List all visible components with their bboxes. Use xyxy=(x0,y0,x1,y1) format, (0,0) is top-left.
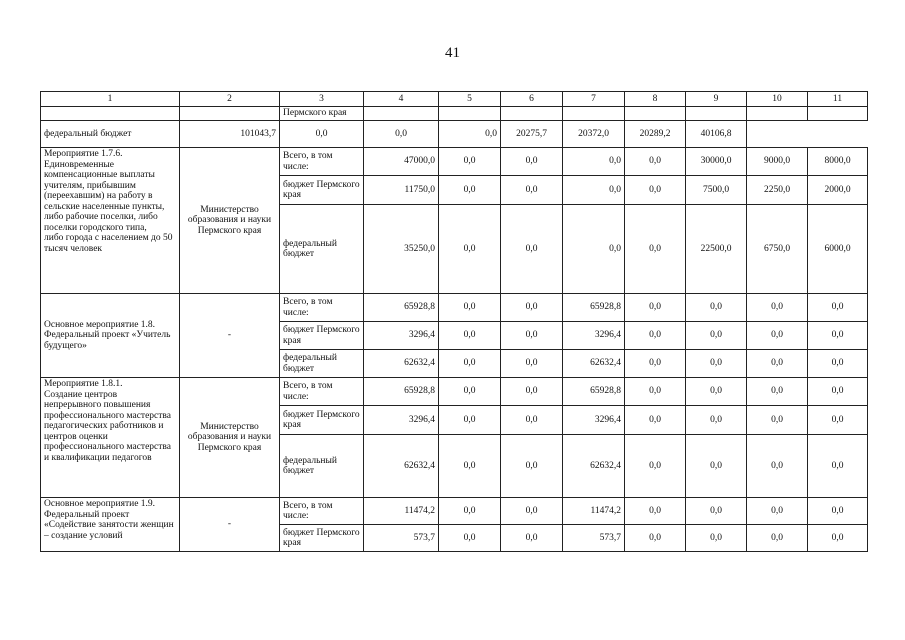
amount-cell: 0,0 xyxy=(439,176,501,205)
amount-cell xyxy=(563,107,625,121)
amount-cell: 9000,0 xyxy=(747,148,808,176)
funding-source-cell: бюджет Пермского края xyxy=(280,406,364,435)
amount-cell: 0,0 xyxy=(439,350,501,378)
amount-cell: 0,0 xyxy=(439,121,501,148)
amount-cell: 0,0 xyxy=(747,322,808,350)
funding-source-cell: федеральный бюджет xyxy=(280,205,364,294)
amount-cell: 0,0 xyxy=(501,435,563,498)
amount-cell: 0,0 xyxy=(501,148,563,176)
amount-cell: 0,0 xyxy=(439,498,501,525)
responsible-executor-cell: - xyxy=(180,498,280,552)
funding-source-cell: федеральный бюджет xyxy=(41,121,180,148)
amount-cell: 6750,0 xyxy=(747,205,808,294)
amount-cell: 0,0 xyxy=(808,406,868,435)
amount-cell: 0,0 xyxy=(747,294,808,322)
amount-cell: 0,0 xyxy=(625,176,686,205)
amount-cell: 11474,2 xyxy=(563,498,625,525)
amount-cell: 0,0 xyxy=(625,294,686,322)
amount-cell: 0,0 xyxy=(625,406,686,435)
amount-cell: 40106,8 xyxy=(686,121,747,148)
amount-cell: 0,0 xyxy=(439,378,501,406)
amount-cell xyxy=(501,107,563,121)
activity-name-cell: Основное мероприятие 1.9. Федеральный проект «Содействие занятости женщин – создание условий xyxy=(41,498,180,552)
amount-cell: 0,0 xyxy=(625,205,686,294)
amount-cell: 0,0 xyxy=(625,525,686,552)
amount-cell: 0,0 xyxy=(686,525,747,552)
funding-source-cell: Пермского края xyxy=(280,107,364,121)
amount-cell: 0,0 xyxy=(439,294,501,322)
activity-name-cell: Мероприятие 1.7.6. Единовременные компенсационные выплаты учителям, прибывшим (переехавшим) на работу в сельские населенные пункты, либо рабочие поселки, либо поселки городского типа, либо города с населением до 50 тысяч человек xyxy=(41,148,180,294)
funding-source-cell: Всего, в том числе: xyxy=(280,294,364,322)
amount-cell: 0,0 xyxy=(501,498,563,525)
amount-cell: 0,0 xyxy=(501,176,563,205)
amount-cell: 0,0 xyxy=(501,525,563,552)
column-header: 1 xyxy=(41,92,180,107)
amount-cell: 11750,0 xyxy=(364,176,439,205)
responsible-executor-cell: - xyxy=(180,294,280,378)
amount-cell: 0,0 xyxy=(686,294,747,322)
amount-cell: 0,0 xyxy=(501,205,563,294)
funding-source-cell: Всего, в том числе: xyxy=(280,148,364,176)
funding-source-cell: Всего, в том числе: xyxy=(280,498,364,525)
amount-cell: 0,0 xyxy=(439,205,501,294)
amount-cell: 11474,2 xyxy=(364,498,439,525)
activity-name-cell: Основное мероприятие 1.8. Федеральный проект «Учитель будущего» xyxy=(41,294,180,378)
amount-cell: 0,0 xyxy=(625,378,686,406)
funding-source-cell: бюджет Пермского края xyxy=(280,525,364,552)
amount-cell: 3296,4 xyxy=(563,322,625,350)
amount-cell: 0,0 xyxy=(686,406,747,435)
amount-cell: 0,0 xyxy=(439,525,501,552)
amount-cell: 0,0 xyxy=(747,378,808,406)
amount-cell: 0,0 xyxy=(439,406,501,435)
amount-cell: 0,0 xyxy=(808,350,868,378)
amount-cell: 20289,2 xyxy=(625,121,686,148)
amount-cell: 0,0 xyxy=(439,148,501,176)
amount-cell: 0,0 xyxy=(747,435,808,498)
amount-cell: 62632,4 xyxy=(563,435,625,498)
amount-cell: 20372,0 xyxy=(563,121,625,148)
responsible-executor-cell: Министерство образования и науки Пермского края xyxy=(180,378,280,498)
budget-table xyxy=(40,91,868,552)
amount-cell: 65928,8 xyxy=(364,378,439,406)
amount-cell: 0,0 xyxy=(439,435,501,498)
amount-cell: 0,0 xyxy=(563,176,625,205)
amount-cell: 573,7 xyxy=(563,525,625,552)
amount-cell: 3296,4 xyxy=(563,406,625,435)
column-header: 3 xyxy=(280,92,364,107)
amount-cell: 2000,0 xyxy=(808,176,868,205)
column-header: 8 xyxy=(625,92,686,107)
amount-cell: 0,0 xyxy=(625,350,686,378)
column-header: 11 xyxy=(808,92,868,107)
column-header: 7 xyxy=(563,92,625,107)
amount-cell xyxy=(364,107,439,121)
amount-cell: 0,0 xyxy=(280,121,364,148)
funding-source-cell: Всего, в том числе: xyxy=(280,378,364,406)
amount-cell: 62632,4 xyxy=(364,350,439,378)
amount-cell xyxy=(439,107,501,121)
header-row xyxy=(41,92,868,107)
amount-cell: 0,0 xyxy=(747,498,808,525)
amount-cell: 3296,4 xyxy=(364,322,439,350)
column-header: 5 xyxy=(439,92,501,107)
amount-cell: 8000,0 xyxy=(808,148,868,176)
amount-cell: 0,0 xyxy=(364,121,439,148)
amount-cell: 0,0 xyxy=(747,350,808,378)
amount-cell xyxy=(625,107,686,121)
table-row xyxy=(41,498,868,525)
table-row xyxy=(41,294,868,322)
amount-cell: 0,0 xyxy=(625,435,686,498)
amount-cell: 0,0 xyxy=(808,294,868,322)
amount-cell: 0,0 xyxy=(501,378,563,406)
amount-cell: 22500,0 xyxy=(686,205,747,294)
amount-cell: 35250,0 xyxy=(364,205,439,294)
funding-source-cell: федеральный бюджет xyxy=(280,435,364,498)
amount-cell: 0,0 xyxy=(808,525,868,552)
table-row xyxy=(41,148,868,176)
amount-cell: 0,0 xyxy=(808,435,868,498)
amount-cell: 0,0 xyxy=(625,322,686,350)
table-row xyxy=(41,378,868,406)
responsible-executor-cell xyxy=(180,107,280,121)
amount-cell: 20275,7 xyxy=(501,121,563,148)
column-header: 6 xyxy=(501,92,563,107)
amount-cell: 0,0 xyxy=(808,378,868,406)
amount-cell: 573,7 xyxy=(364,525,439,552)
funding-source-cell: бюджет Пермского края xyxy=(280,322,364,350)
column-header: 4 xyxy=(364,92,439,107)
column-header: 10 xyxy=(747,92,808,107)
responsible-executor-cell: Министерство образования и науки Пермского края xyxy=(180,148,280,294)
activity-name-cell: Мероприятие 1.8.1. Создание центров непрерывного повышения профессионального мастерства педагогических работников и центров оценки профессионального мастерства и квалификации педагогов xyxy=(41,378,180,498)
amount-cell: 65928,8 xyxy=(563,378,625,406)
amount-cell: 6000,0 xyxy=(808,205,868,294)
column-header: 2 xyxy=(180,92,280,107)
activity-name-cell xyxy=(41,107,180,121)
amount-cell: 0,0 xyxy=(563,205,625,294)
amount-cell: 65928,8 xyxy=(364,294,439,322)
amount-cell: 0,0 xyxy=(501,294,563,322)
table-row xyxy=(41,107,868,121)
amount-cell: 0,0 xyxy=(686,498,747,525)
amount-cell: 0,0 xyxy=(747,525,808,552)
funding-source-cell: федеральный бюджет xyxy=(280,350,364,378)
amount-cell: 62632,4 xyxy=(364,435,439,498)
amount-cell: 0,0 xyxy=(501,322,563,350)
amount-cell: 0,0 xyxy=(747,406,808,435)
amount-cell: 0,0 xyxy=(686,435,747,498)
amount-cell: 47000,0 xyxy=(364,148,439,176)
amount-cell: 0,0 xyxy=(686,322,747,350)
column-header: 9 xyxy=(686,92,747,107)
amount-cell: 3296,4 xyxy=(364,406,439,435)
budget-table-container xyxy=(40,91,868,552)
amount-cell: 65928,8 xyxy=(563,294,625,322)
amount-cell: 62632,4 xyxy=(563,350,625,378)
amount-cell: 0,0 xyxy=(686,378,747,406)
page-number: 41 xyxy=(445,45,460,61)
table-row xyxy=(41,121,868,148)
amount-cell: 0,0 xyxy=(439,322,501,350)
amount-cell: 0,0 xyxy=(625,148,686,176)
amount-cell: 0,0 xyxy=(563,148,625,176)
amount-cell xyxy=(686,107,747,121)
amount-cell: 0,0 xyxy=(808,498,868,525)
amount-cell: 0,0 xyxy=(808,322,868,350)
amount-cell: 0,0 xyxy=(501,350,563,378)
amount-cell: 7500,0 xyxy=(686,176,747,205)
amount-cell: 101043,7 xyxy=(180,121,280,148)
amount-cell xyxy=(747,107,808,121)
amount-cell: 0,0 xyxy=(501,406,563,435)
amount-cell xyxy=(808,107,868,121)
amount-cell: 0,0 xyxy=(686,350,747,378)
amount-cell: 0,0 xyxy=(625,498,686,525)
amount-cell: 30000,0 xyxy=(686,148,747,176)
amount-cell: 2250,0 xyxy=(747,176,808,205)
funding-source-cell: бюджет Пермского края xyxy=(280,176,364,205)
